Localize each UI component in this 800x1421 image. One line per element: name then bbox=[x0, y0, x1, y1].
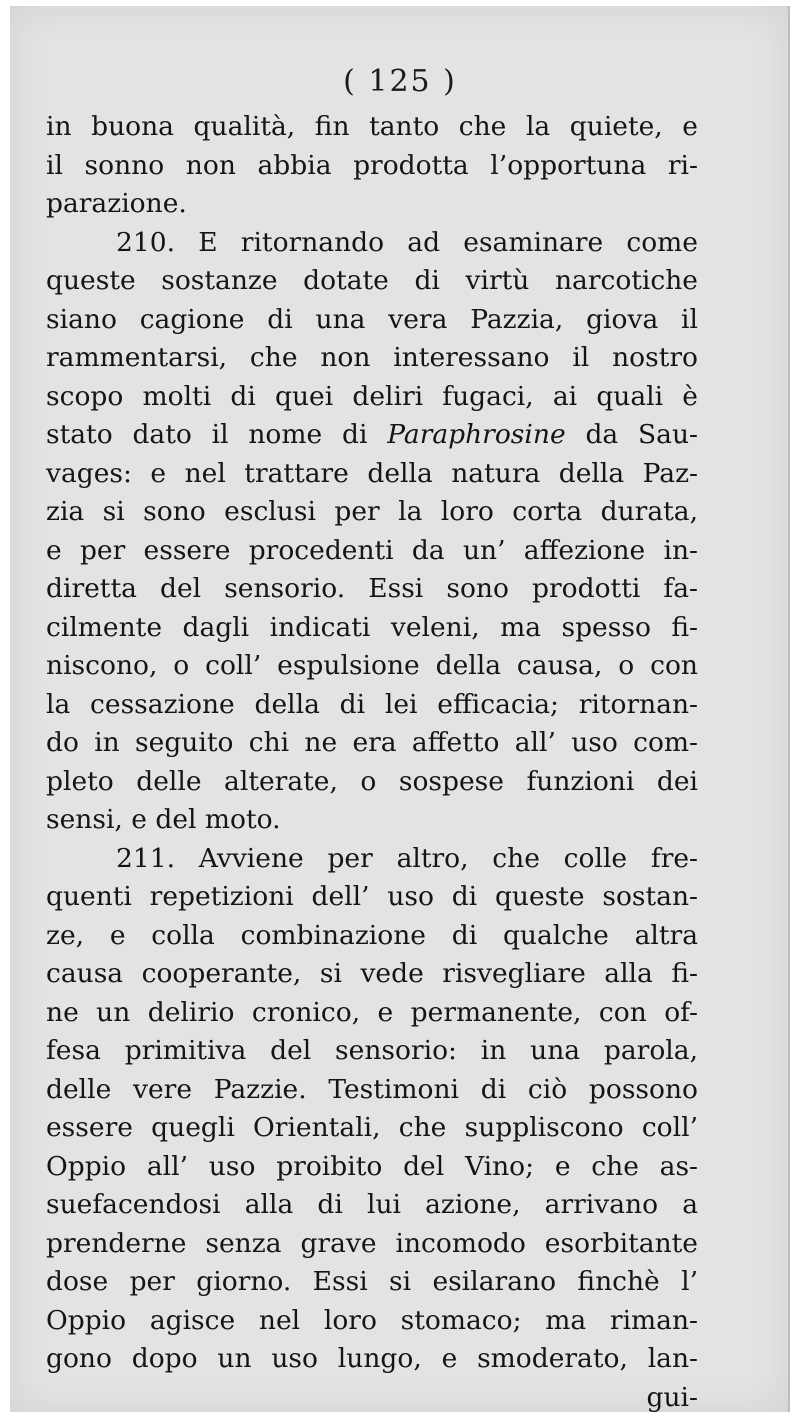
text-line: scopo molti di quei deliri fugaci, ai quali è bbox=[46, 380, 698, 412]
text-line: parazione. bbox=[46, 188, 187, 219]
text-line: Oppio all’ uso proibito del Vino; e che as- bbox=[46, 1150, 698, 1182]
text-line: niscono, o coll’ espulsione della causa, o con bbox=[46, 650, 698, 681]
text-line: ze, e colla combinazione di qualche altra bbox=[46, 919, 698, 951]
text-line: e per essere procedenti da un’ affezione in- bbox=[46, 534, 698, 566]
text-line: gono dopo un uso lungo, e smoderato, lan- bbox=[46, 1343, 698, 1374]
paragraph-210-start: 210. E ritornando ad esaminare come bbox=[116, 226, 698, 258]
text-line-with-italic bbox=[46, 416, 698, 455]
page-number: ( 125 ) bbox=[343, 64, 457, 99]
text-line: ne un delirio cronico, e permanente, con of- bbox=[46, 996, 698, 1028]
text-line: il sonno non abbia prodotta l’opportuna ri- bbox=[46, 149, 698, 181]
body-text bbox=[46, 108, 698, 1417]
text-line: vages: e nel trattare della natura della Paz- bbox=[46, 457, 698, 489]
text-line: quenti repetizioni dell’ uso di queste sostan- bbox=[46, 881, 698, 912]
text-line: prenderne senza grave incomodo esorbitante bbox=[46, 1227, 698, 1259]
text-line: dose per giorno. Essi si esilarano finchè l’ bbox=[46, 1266, 698, 1297]
text-line: Oppio agisce nel loro stomaco; ma riman- bbox=[46, 1304, 698, 1336]
text-segment: stato dato il nome di bbox=[46, 419, 368, 450]
catchword: gui- bbox=[646, 1381, 698, 1413]
text-line: queste sostanze dotate di virtù narcotiche bbox=[46, 265, 698, 296]
text-line: la cessazione della di lei efficacia; ritornan- bbox=[46, 688, 698, 720]
text-line: essere quegli Orientali, che suppliscono coll’ bbox=[46, 1112, 698, 1143]
text-line: suefacendosi alla di lui azione, arrivano a bbox=[46, 1189, 698, 1220]
text-line: siano cagione di una vera Pazzia, giova il bbox=[46, 303, 698, 335]
text-line: sensi, e del moto. bbox=[46, 804, 281, 835]
text-segment: da Sau- bbox=[585, 419, 698, 450]
text-line: rammentarsi, che non interessano il nostro bbox=[46, 342, 698, 373]
text-line: pleto delle alterate, o sospese funzioni dei bbox=[46, 765, 698, 797]
paragraph-211-start: 211. Avviene per altro, che colle fre- bbox=[116, 842, 698, 874]
text-line: delle vere Pazzie. Testimoni di ciò possono bbox=[46, 1073, 698, 1105]
text-line: zia si sono esclusi per la loro corta durata, bbox=[46, 496, 698, 527]
text-line: do in seguito chi ne era affetto all’ uso com- bbox=[46, 727, 698, 758]
text-line: in buona qualità, fin tanto che la quiete, e bbox=[46, 111, 698, 142]
text-line: diretta del sensorio. Essi sono prodotti fa- bbox=[46, 573, 698, 604]
text-line: cilmente dagli indicati veleni, ma spesso fi- bbox=[46, 611, 698, 643]
italic-term: Paraphrosine bbox=[387, 419, 566, 450]
text-line: causa cooperante, si vede risvegliare alla fi- bbox=[46, 958, 698, 989]
text-line: fesa primitiva del sensorio: in una parola, bbox=[46, 1035, 698, 1066]
